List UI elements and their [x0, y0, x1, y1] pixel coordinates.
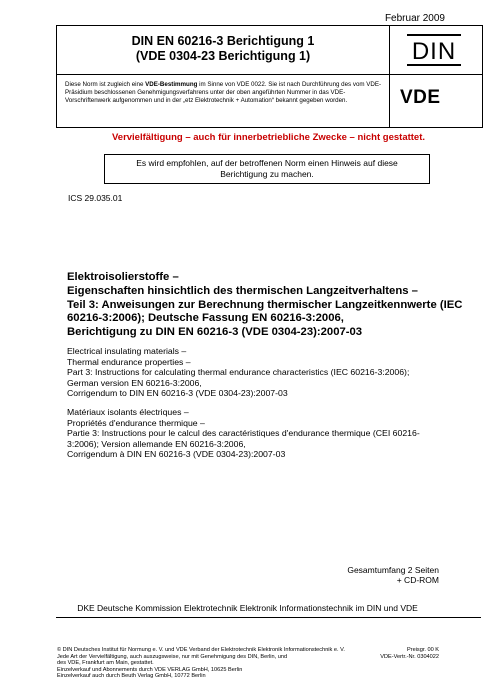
english-title-line: Corrigendum to DIN EN 60216-3 (VDE 0304-23):2007-03	[67, 388, 288, 398]
price-group: Preisgr. 00 K	[406, 647, 439, 653]
french-title-line: Matériaux isolants électriques –	[67, 407, 189, 417]
note-text: Diese Norm ist zugleich eine	[65, 81, 146, 88]
vde-regulation-note	[65, 81, 383, 105]
vde-logo: VDE	[400, 87, 441, 108]
header-divider	[57, 74, 482, 75]
french-title	[67, 407, 472, 460]
din-logo	[407, 34, 461, 66]
german-title-line: Elektroisolierstoffe –	[67, 271, 179, 283]
header-box	[56, 25, 483, 128]
notice-line: Berichtigung zu machen.	[220, 169, 314, 179]
note-text: im Sinne von VDE 0022. Sie ist nach Durchführung des vom VDE-Präsidium beschlossenen Genehmigungsverfahrens unter der oben angeführten Nummer in das VDE-Vorschriftenwerk aufgenommen und in der „etz Elektrotechnik + Automation“ bekannt gegeben worden.	[65, 81, 382, 104]
copyright-footer	[57, 647, 387, 680]
price-info	[380, 647, 439, 660]
page-count	[347, 565, 439, 585]
english-title	[67, 346, 472, 399]
note-bold-text: VDE-Bestimmung	[145, 81, 198, 88]
document-title-line: (VDE 0304-23 Berichtigung 1)	[135, 49, 311, 63]
reproduction-warning: Vervielfältigung – auch für innerbetriebliche Zwecke – nicht gestattet.	[111, 132, 426, 143]
english-title-line: German version EN 60216-3:2006,	[67, 377, 202, 388]
publication-date: Februar 2009	[384, 13, 445, 24]
ics-code: ICS 29.035.01	[68, 193, 123, 203]
english-title-line: Electrical insulating materials –	[67, 346, 187, 356]
din-logo-text: DIN	[411, 38, 457, 65]
english-title-line: Part 3: Instructions for calculating thermal endurance characteristics (IEC 60216-3:2006);	[67, 367, 410, 377]
header-vertical-divider	[389, 26, 390, 127]
french-title-line: Partie 3: Instructions pour le calcul des caractéristiques d'endurance thermique (CEI 60216-	[67, 428, 420, 438]
german-title-line: Teil 3: Anweisungen zur Berechnung thermischer Langzeitkennwerte (IEC	[67, 298, 463, 311]
german-title-line: 60216-3:2006); Deutsche Fassung EN 60216-3:2006,	[67, 312, 344, 325]
french-title-line: Propriétés d'endurance thermique –	[67, 417, 205, 428]
vde-number: VDE-Vertr.-Nr. 0304022	[380, 653, 439, 660]
copyright-line: Einzelverkauf auch durch Beuth Verlag GmbH, 10772 Berlin	[57, 673, 206, 679]
copyright-line: © DIN Deutsches Institut für Normung e. V. und VDE Verband der Elektrotechnik Elektronik Informationstechnik e. V.	[57, 647, 345, 653]
dke-line: DKE Deutsche Kommission Elektrotechnik Elektronik Informationstechnik im DIN und VDE	[77, 603, 418, 613]
french-title-line: 3:2006); Version allemande EN 60216-3:2006,	[67, 438, 246, 449]
german-title-line: Berichtigung zu DIN EN 60216-3 (VDE 0304-23):2007-03	[67, 326, 363, 339]
document-title-line: DIN EN 60216-3 Berichtigung 1	[131, 34, 315, 48]
page-count-line: Gesamtumfang 2 Seiten	[347, 565, 439, 575]
footer-separator	[56, 617, 481, 618]
copyright-line: Einzelverkauf und Abonnements durch VDE VERLAG GmbH, 10625 Berlin	[57, 666, 243, 673]
english-title-line: Thermal endurance properties –	[67, 356, 191, 367]
copyright-line: Jede Art der Vervielfältigung, auch auszugsweise, nur mit Genehmigung des DIN, Berlin, und	[57, 653, 288, 660]
french-title-line: Corrigendum à DIN EN 60216-3 (VDE 0304-23):2007-03	[67, 449, 286, 459]
notice-line: Es wird empfohlen, auf der betroffenen Norm einen Hinweis auf diese	[136, 158, 398, 168]
document-title	[57, 34, 389, 64]
german-title-line: Eigenschaften hinsichtlich des thermischen Langzeitverhaltens –	[67, 284, 418, 297]
page-count-line: + CD-ROM	[396, 575, 439, 585]
copyright-line: des VDE, Frankfurt am Main, gestattet.	[57, 660, 154, 666]
corrigendum-notice	[104, 154, 430, 184]
german-title	[67, 271, 472, 340]
